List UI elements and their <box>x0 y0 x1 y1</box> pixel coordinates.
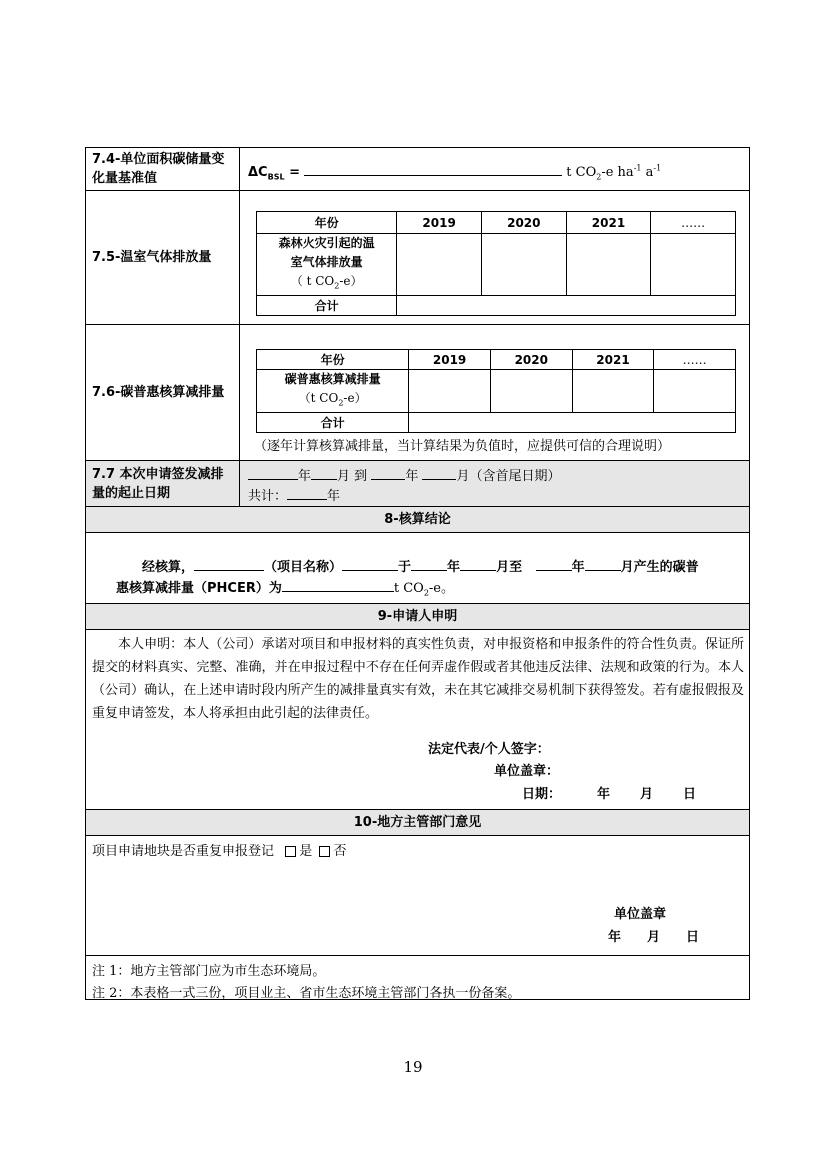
page-number: 19 <box>403 1058 423 1076</box>
signature-label: 法定代表/个人签字： <box>428 742 550 757</box>
phcer-blank[interactable] <box>282 578 394 592</box>
p-u-post: -e。 <box>428 581 454 596</box>
yue: 月 <box>647 930 661 945</box>
note-1: 注 1：地方主管部门应为市生态环境局。 <box>92 964 326 979</box>
label-7-4: 7.4-单位面积碳储量变化量基准值 <box>86 148 240 190</box>
no-checkbox[interactable] <box>319 846 330 857</box>
year-cell: 2021 <box>566 212 651 234</box>
total-value-cell[interactable] <box>397 296 736 316</box>
no-label: 否 <box>333 844 347 859</box>
year-cell: 2019 <box>409 350 491 370</box>
row-7-7 <box>86 461 749 507</box>
nian: 年 <box>405 469 419 484</box>
note-2: 注 2：本表格一式三份，项目业主、省市生态环境主管部门各执一份备案。 <box>92 986 521 1001</box>
col-year: 年份 <box>257 350 409 370</box>
row-label-a: 森林火灾引起的温 <box>278 236 375 250</box>
date-range-line <box>248 465 561 484</box>
row-unit <box>257 389 408 412</box>
total-value-cell[interactable] <box>409 413 736 433</box>
nian: 年 <box>298 469 312 484</box>
unit-mid: -e ha <box>601 165 634 180</box>
p-b: （项目名称） <box>264 560 343 575</box>
section-10-body <box>86 836 749 956</box>
total-label: 合计 <box>257 413 409 433</box>
note-2-row <box>86 979 749 1000</box>
year-cell: 2021 <box>572 350 654 370</box>
total-years-blank[interactable] <box>287 486 327 500</box>
delta-blank[interactable] <box>304 162 562 176</box>
value-cell[interactable] <box>572 370 654 413</box>
value-cell[interactable] <box>490 370 572 413</box>
total-post: 年 <box>327 489 341 504</box>
duplicate-question <box>92 840 346 859</box>
start-year-blank[interactable] <box>248 466 298 480</box>
row-unit <box>257 272 396 295</box>
declaration-text: 本人申明：本人（公司）承诺对项目和申报材料的真实性负责，对申报资格和申报条件的符合性负责。保证所提交的材料真实、完整、准确，并在申报过程中不存在任何弄虚作假或者其他违反法律、法规和政策的行为。本人（公司）确认，在上述申请时段内所产生的减排量真实有效，未在其它减排交易机制下获得签发。若有虚报假报及重复申请签发，本人将承担由此引起的法律责任。 <box>92 637 744 721</box>
yue-note: 月（含首尾日期） <box>456 469 561 484</box>
p-a: 经核算， <box>142 560 195 575</box>
project-blank-a[interactable] <box>194 557 264 571</box>
total-label: 合计 <box>257 296 397 316</box>
value-cell[interactable] <box>397 234 482 296</box>
year-cell: 2020 <box>481 212 566 234</box>
from-year-blank[interactable] <box>411 557 447 571</box>
delta-unit <box>566 165 661 180</box>
row-label-b: 室气体排放量 <box>290 255 363 269</box>
end-year-blank[interactable] <box>371 466 405 480</box>
p-c: 于 <box>398 560 412 575</box>
u-sub: 2 <box>338 398 344 408</box>
year-cell: …… <box>654 350 736 370</box>
row-7-5 <box>86 191 749 325</box>
ri: 日 <box>683 787 697 802</box>
unit-sp: a <box>641 165 654 180</box>
label-7-5: 7.5-温室气体排放量 <box>86 191 240 324</box>
delta-sub: BSL <box>267 172 285 182</box>
year-cell: 2019 <box>397 212 482 234</box>
unit-sup2: -1 <box>653 163 662 173</box>
seal-label: 单位盖章： <box>494 764 560 779</box>
to-month-blank[interactable] <box>585 557 621 571</box>
to-year-blank[interactable] <box>536 557 572 571</box>
value-cell[interactable] <box>481 234 566 296</box>
p-h: 惠核算减排量（PHCER）为 <box>116 581 282 596</box>
emission-label-cell <box>257 234 397 296</box>
dao: 到 <box>354 469 368 484</box>
delta-formula <box>248 162 661 182</box>
date-total-line <box>248 485 340 504</box>
value-cell[interactable] <box>651 234 736 296</box>
yue: 月 <box>640 787 654 802</box>
year-cell: …… <box>651 212 736 234</box>
u-pre: （ t CO <box>290 274 335 288</box>
phcer-table <box>256 349 736 433</box>
p-u-sub: 2 <box>423 588 429 598</box>
u-sub: 2 <box>334 281 340 291</box>
date-label <box>522 783 696 802</box>
form-table <box>85 147 750 1000</box>
conclusion-line-2 <box>116 577 454 598</box>
u-post: -e） <box>339 274 363 288</box>
authority-seal-label: 单位盖章 <box>614 907 667 922</box>
from-month-blank[interactable] <box>460 557 496 571</box>
p-d: 年 <box>447 560 461 575</box>
emission-table <box>256 211 736 316</box>
note-1-row <box>86 956 749 979</box>
nian: 年 <box>597 787 611 802</box>
unit-pre: t CO <box>566 165 597 180</box>
u-pre: （t CO <box>298 391 339 405</box>
value-cell[interactable] <box>654 370 736 413</box>
value-cell[interactable] <box>566 234 651 296</box>
ri: 日 <box>686 930 700 945</box>
section-9-body <box>86 630 749 810</box>
row-label-a: 碳普惠核算减排量 <box>284 372 381 386</box>
row-7-4 <box>86 148 749 191</box>
unit-sup1: -1 <box>633 163 642 173</box>
nian: 年 <box>608 930 622 945</box>
unit-sub: 2 <box>596 172 602 182</box>
phcer-label-cell <box>257 370 409 413</box>
p-f: 年 <box>571 560 585 575</box>
delta-eq: = <box>284 165 300 180</box>
start-month-blank[interactable] <box>311 466 337 480</box>
conclusion-line-1 <box>142 556 699 575</box>
value-cell[interactable] <box>409 370 491 413</box>
section-8-heading: 8-核算结论 <box>86 507 749 533</box>
end-month-blank[interactable] <box>422 466 456 480</box>
label-7-6: 7.6-碳普惠核算减排量 <box>86 325 240 460</box>
year-cell: 2020 <box>490 350 572 370</box>
project-blank-b[interactable] <box>342 557 398 571</box>
yue: 月 <box>337 469 351 484</box>
label-7-7: 7.7 本次申请签发减排量的起止日期 <box>86 461 240 506</box>
date-word: 日期： <box>522 787 562 802</box>
yes-label: 是 <box>299 844 313 859</box>
section-9-heading: 9-申请人申明 <box>86 604 749 630</box>
col-year: 年份 <box>257 212 397 234</box>
row-7-6 <box>86 325 749 461</box>
question-text: 项目申请地块是否重复申报登记 <box>92 844 275 859</box>
p-u-pre: t CO <box>393 581 424 596</box>
p-g: 月产生的碳普 <box>620 560 699 575</box>
authority-date <box>608 926 699 945</box>
u-post: -e） <box>343 391 367 405</box>
yes-checkbox[interactable] <box>285 846 296 857</box>
phcer-note: （逐年计算核算减排量，当计算结果为负值时，应提供可信的合理说明） <box>254 439 671 454</box>
section-10-heading: 10-地方主管部门意见 <box>86 810 749 836</box>
section-8-body <box>86 533 749 604</box>
delta-prefix: ΔC <box>248 165 268 180</box>
p-e: 月至 <box>496 560 523 575</box>
total-pre: 共计： <box>248 489 288 504</box>
